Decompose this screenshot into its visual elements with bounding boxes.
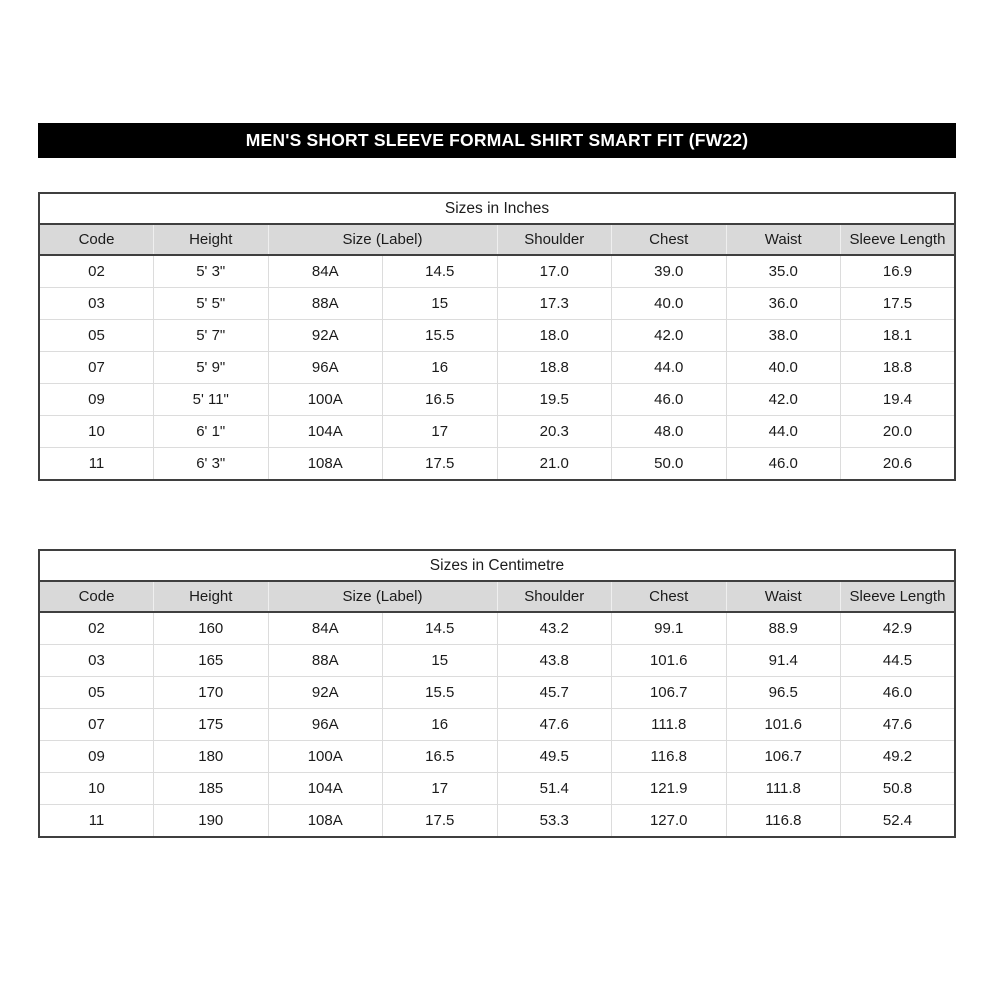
table-cell: 11 <box>39 805 154 838</box>
product-title-bar <box>38 123 956 158</box>
table-row <box>39 805 955 838</box>
table-row <box>39 320 955 352</box>
table-cell: 5' 7" <box>154 320 269 352</box>
table-cell: 88A <box>268 645 383 677</box>
table-cell: 104A <box>268 773 383 805</box>
table-cell: 47.6 <box>497 709 612 741</box>
table-cell: 21.0 <box>497 448 612 481</box>
table-cell: 44.0 <box>612 352 727 384</box>
table-cell: 42.0 <box>726 384 841 416</box>
column-header: Chest <box>612 581 727 612</box>
table-cell: 46.0 <box>726 448 841 481</box>
column-header: Code <box>39 581 154 612</box>
table-cell: 43.2 <box>497 612 612 645</box>
table-cell: 15.5 <box>383 677 498 709</box>
table-cell: 18.0 <box>497 320 612 352</box>
table-cell: 16 <box>383 709 498 741</box>
table-cell: 88.9 <box>726 612 841 645</box>
table-cell: 18.8 <box>497 352 612 384</box>
table-cell: 50.0 <box>612 448 727 481</box>
table-row <box>39 645 955 677</box>
table-cell: 16.5 <box>383 741 498 773</box>
column-header: Size (Label) <box>268 581 497 612</box>
table-cell: 100A <box>268 741 383 773</box>
table-cell: 96.5 <box>726 677 841 709</box>
table-cell: 02 <box>39 612 154 645</box>
table-cell: 09 <box>39 384 154 416</box>
table-cell: 5' 3" <box>154 255 269 288</box>
table-cell: 108A <box>268 805 383 838</box>
table-cell: 42.0 <box>612 320 727 352</box>
table-cell: 116.8 <box>612 741 727 773</box>
table-cell: 121.9 <box>612 773 727 805</box>
table-row <box>39 416 955 448</box>
column-header-row <box>39 581 955 612</box>
table-row <box>39 288 955 320</box>
table-cell: 18.8 <box>841 352 956 384</box>
column-header: Shoulder <box>497 581 612 612</box>
table-cell: 160 <box>154 612 269 645</box>
table-cell: 19.5 <box>497 384 612 416</box>
table-cell: 99.1 <box>612 612 727 645</box>
table-cell: 16.5 <box>383 384 498 416</box>
table-cell: 46.0 <box>841 677 956 709</box>
table-cell: 52.4 <box>841 805 956 838</box>
table-cell: 44.0 <box>726 416 841 448</box>
table-cell: 5' 5" <box>154 288 269 320</box>
table-cell: 45.7 <box>497 677 612 709</box>
table-cell: 15 <box>383 288 498 320</box>
sizes-in-inches-table <box>38 192 956 481</box>
table-cell: 40.0 <box>726 352 841 384</box>
table-cell: 03 <box>39 288 154 320</box>
table-cell: 104A <box>268 416 383 448</box>
table-cell: 20.3 <box>497 416 612 448</box>
column-header: Chest <box>612 224 727 255</box>
table-cell: 17.5 <box>383 448 498 481</box>
table-cell: 20.0 <box>841 416 956 448</box>
table-cell: 48.0 <box>612 416 727 448</box>
table-cell: 49.2 <box>841 741 956 773</box>
table-cell: 16.9 <box>841 255 956 288</box>
table-cell: 17.0 <box>497 255 612 288</box>
table-cell: 92A <box>268 677 383 709</box>
table-row <box>39 384 955 416</box>
table-cell: 91.4 <box>726 645 841 677</box>
table-cell: 185 <box>154 773 269 805</box>
table-cell: 36.0 <box>726 288 841 320</box>
column-header-row <box>39 224 955 255</box>
table-cell: 50.8 <box>841 773 956 805</box>
column-header: Sleeve Length <box>841 581 956 612</box>
table-cell: 101.6 <box>612 645 727 677</box>
table-cell: 42.9 <box>841 612 956 645</box>
table-cell: 100A <box>268 384 383 416</box>
table-cell: 111.8 <box>612 709 727 741</box>
table-cell: 5' 9" <box>154 352 269 384</box>
table-cell: 17.5 <box>383 805 498 838</box>
table-cell: 5' 11" <box>154 384 269 416</box>
column-header: Waist <box>726 581 841 612</box>
table-cell: 03 <box>39 645 154 677</box>
table-row <box>39 709 955 741</box>
table-row <box>39 352 955 384</box>
table-caption: Sizes in Centimetre <box>39 550 955 581</box>
table-cell: 175 <box>154 709 269 741</box>
table-cell: 14.5 <box>383 612 498 645</box>
table-caption-row <box>39 550 955 581</box>
table-cell: 35.0 <box>726 255 841 288</box>
table-cell: 05 <box>39 320 154 352</box>
table-cell: 106.7 <box>726 741 841 773</box>
product-title: MEN'S SHORT SLEEVE FORMAL SHIRT SMART FIT (FW22) <box>245 130 749 150</box>
table-cell: 20.6 <box>841 448 956 481</box>
table-cell: 127.0 <box>612 805 727 838</box>
column-header: Height <box>154 224 269 255</box>
column-header: Shoulder <box>497 224 612 255</box>
table-cell: 106.7 <box>612 677 727 709</box>
table-cell: 44.5 <box>841 645 956 677</box>
table-row <box>39 255 955 288</box>
table-cell: 15 <box>383 645 498 677</box>
table-caption: Sizes in Inches <box>39 193 955 224</box>
table-cell: 101.6 <box>726 709 841 741</box>
column-header: Code <box>39 224 154 255</box>
table-cell: 09 <box>39 741 154 773</box>
table-cell: 47.6 <box>841 709 956 741</box>
sizes-in-centimetre-table <box>38 549 956 838</box>
table-cell: 96A <box>268 709 383 741</box>
table-row <box>39 612 955 645</box>
column-header: Sleeve Length <box>841 224 956 255</box>
table-row <box>39 448 955 481</box>
table-cell: 88A <box>268 288 383 320</box>
table-cell: 170 <box>154 677 269 709</box>
table-cell: 165 <box>154 645 269 677</box>
table-cell: 49.5 <box>497 741 612 773</box>
table-cell: 6' 1" <box>154 416 269 448</box>
table-cell: 43.8 <box>497 645 612 677</box>
table-cell: 6' 3" <box>154 448 269 481</box>
table-cell: 07 <box>39 709 154 741</box>
table-cell: 17.5 <box>841 288 956 320</box>
table-cell: 108A <box>268 448 383 481</box>
table-row <box>39 677 955 709</box>
table-cell: 17 <box>383 773 498 805</box>
column-header: Size (Label) <box>268 224 497 255</box>
table-cell: 96A <box>268 352 383 384</box>
table-cell: 19.4 <box>841 384 956 416</box>
table-cell: 84A <box>268 612 383 645</box>
table-cell: 190 <box>154 805 269 838</box>
table-cell: 92A <box>268 320 383 352</box>
table-cell: 02 <box>39 255 154 288</box>
table-row <box>39 741 955 773</box>
table-cell: 180 <box>154 741 269 773</box>
table-caption-row <box>39 193 955 224</box>
table-cell: 51.4 <box>497 773 612 805</box>
table-cell: 84A <box>268 255 383 288</box>
table-cell: 10 <box>39 773 154 805</box>
table-cell: 39.0 <box>612 255 727 288</box>
table-cell: 17 <box>383 416 498 448</box>
table-cell: 10 <box>39 416 154 448</box>
table-cell: 14.5 <box>383 255 498 288</box>
column-header: Height <box>154 581 269 612</box>
table-cell: 40.0 <box>612 288 727 320</box>
table-cell: 05 <box>39 677 154 709</box>
table-cell: 07 <box>39 352 154 384</box>
table-cell: 16 <box>383 352 498 384</box>
table-cell: 38.0 <box>726 320 841 352</box>
table-cell: 111.8 <box>726 773 841 805</box>
table-cell: 17.3 <box>497 288 612 320</box>
column-header: Waist <box>726 224 841 255</box>
table-cell: 15.5 <box>383 320 498 352</box>
table-row <box>39 773 955 805</box>
table-cell: 18.1 <box>841 320 956 352</box>
table-cell: 116.8 <box>726 805 841 838</box>
table-cell: 11 <box>39 448 154 481</box>
table-cell: 46.0 <box>612 384 727 416</box>
table-cell: 53.3 <box>497 805 612 838</box>
